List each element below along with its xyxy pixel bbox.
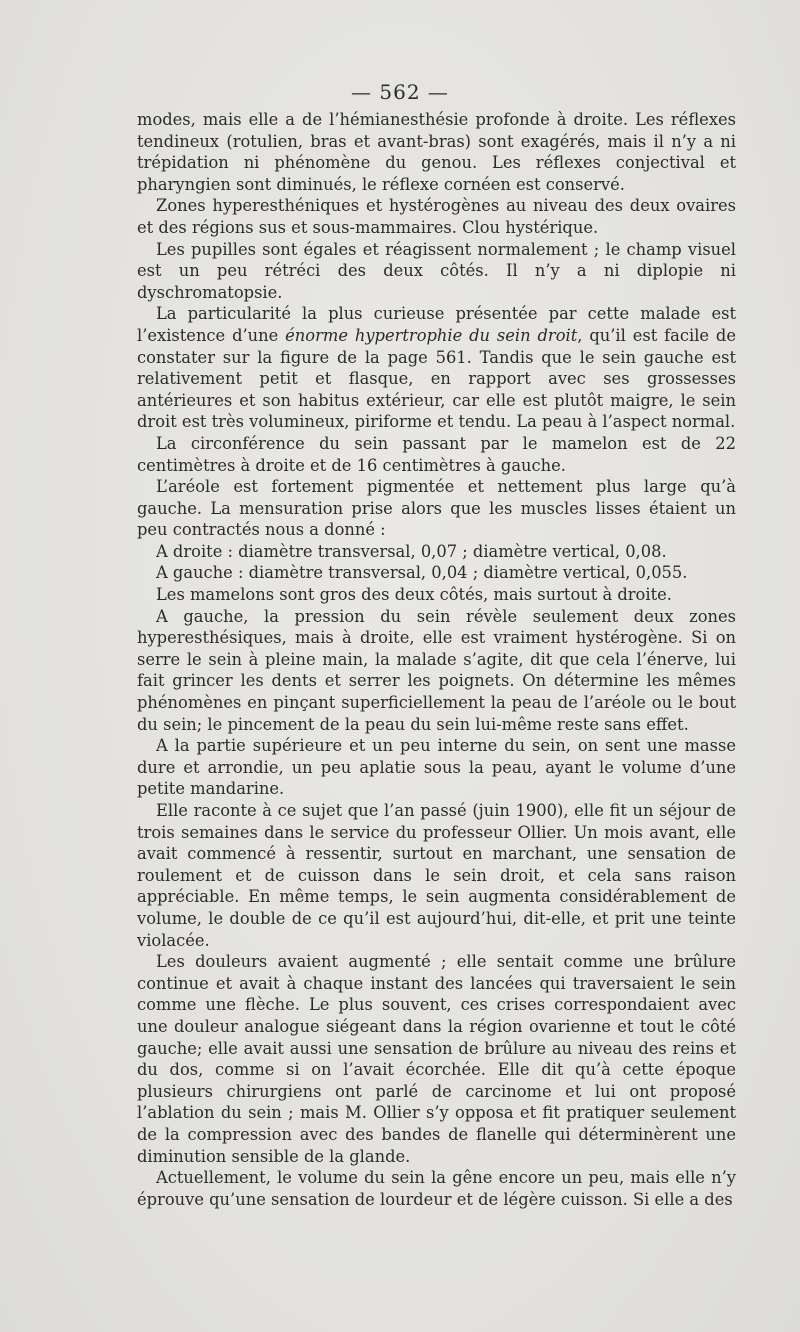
paragraph: Zones hyperesthéniques et hystérogènes au niveau des deux ovaires et des régions sus et sous-mammaires. Clou hystérique. [137,196,736,237]
paragraph: A droite : diamètre transversal, 0,07 ; diamètre vertical, 0,08. [156,541,667,561]
paragraph: Les douleurs avaient augmenté ; elle sentait comme une brûlure continue et avait à chaque instant des lancées qui traversaient le sein comme une flèche. Le plus souvent, ces crises correspondaient avec une douleur analogue siégeant dans la région ovarienne et tout le côté gauche; elle avait aussi une sensation de brûlure au niveau des reins et du dos, comme si on l’avait écorchée. Elle dit qu’à cette époque plusieurs chirurgiens ont parlé de carcinome et lui ont proposé l’ablation du sein ; mais M. Ollier s’y opposa et fit pratiquer seulement de la compression avec des bandes de flanelle qui déterminèrent une diminution sensible de la glande. [137,952,736,1166]
paragraph: Actuellement, le volume du sein la gêne encore un peu, mais elle n’y éprouve qu’une sensation de lourdeur et de légère cuisson. Si elle a des [137,1168,736,1209]
body-text [137,109,736,1210]
paragraph: La circonférence du sein passant par le mamelon est de 22 centimètres à droite et de 16 centimètres à gauche. [137,433,736,475]
paragraph: A gauche : diamètre transversal, 0,04 ; diamètre vertical, 0,055. [156,563,688,583]
page-number: — 562 — [351,80,449,104]
paragraph-text: La particularité la plus curieuse présentée par cette malade est l’existence d’une [137,304,736,345]
paragraph: Les pupilles sont égales et réagissent normalement ; le champ visuel est un peu rétréci des deux côtés. Il n’y a ni diplopie ni dyschromatopsie. [137,239,736,302]
paragraph: Elle raconte à ce sujet que l’an passé (juin 1900), elle fit un séjour de trois semaines dans le service du professeur Ollier. Un mois avant, elle avait commencé à ressentir, surtout en marchant, une sensation de roulement et de cuisson dans le sein droit, et cela sans raison appréciable. En même temps, le sein augmenta considérablement de volume, le double de ce qu’il est aujourd’hui, dit-elle, et prit une teinte violacée. [137,801,736,950]
paragraph: A la partie supérieure et un peu interne du sein, on sent une masse dure et arrondie, un peu aplatie sous la peau, ayant le volume d’une petite mandarine. [137,736,736,799]
paragraph: L’aréole est fortement pigmentée et nettement plus large qu’à gauche. La mensuration prise alors que les muscles lisses étaient un peu contractés nous a donné : [137,477,736,540]
paragraph: A gauche, la pression du sein révèle seulement deux zones hyperesthésiques, mais à droite, elle est vraiment hystérogène. Si on serre le sein à pleine main, la malade s’agite, dit que cela l’énerve, lui fait grincer les dents et serrer les poignets. On détermine les mêmes phénomènes en pinçant superficiellement la peau de l’aréole ou le bout du sein; le pincement de la peau du sein lui-même reste sans effet. [137,606,736,734]
paragraph-text: , qu’il est facile de constater sur la figure de la page 561. Tandis que le sein gauche est relativement petit et flasque, en rapport avec ses grossesses antérieures et son habitus extérieur, car elle est plutôt maigre, le sein droit est très volumineux, piriforme et tendu. La peau à l’aspect normal. [137,325,736,432]
paragraph: Les mamelons sont gros des deux côtés, mais surtout à droite. [156,585,672,605]
emphasis-text: énorme hypertrophie du sein droit [285,325,578,345]
paragraph: modes, mais elle a de l’hémianesthésie profonde à droite. Les réflexes tendineux (rotulien, bras et avant-bras) sont exagérés, mais il n’y a ni trépidation ni phénomène du genou. Les réflexes conjectival et pharyngien sont diminués, le réflexe cornéen est conservé. [137,110,736,194]
paragraph [137,303,736,433]
